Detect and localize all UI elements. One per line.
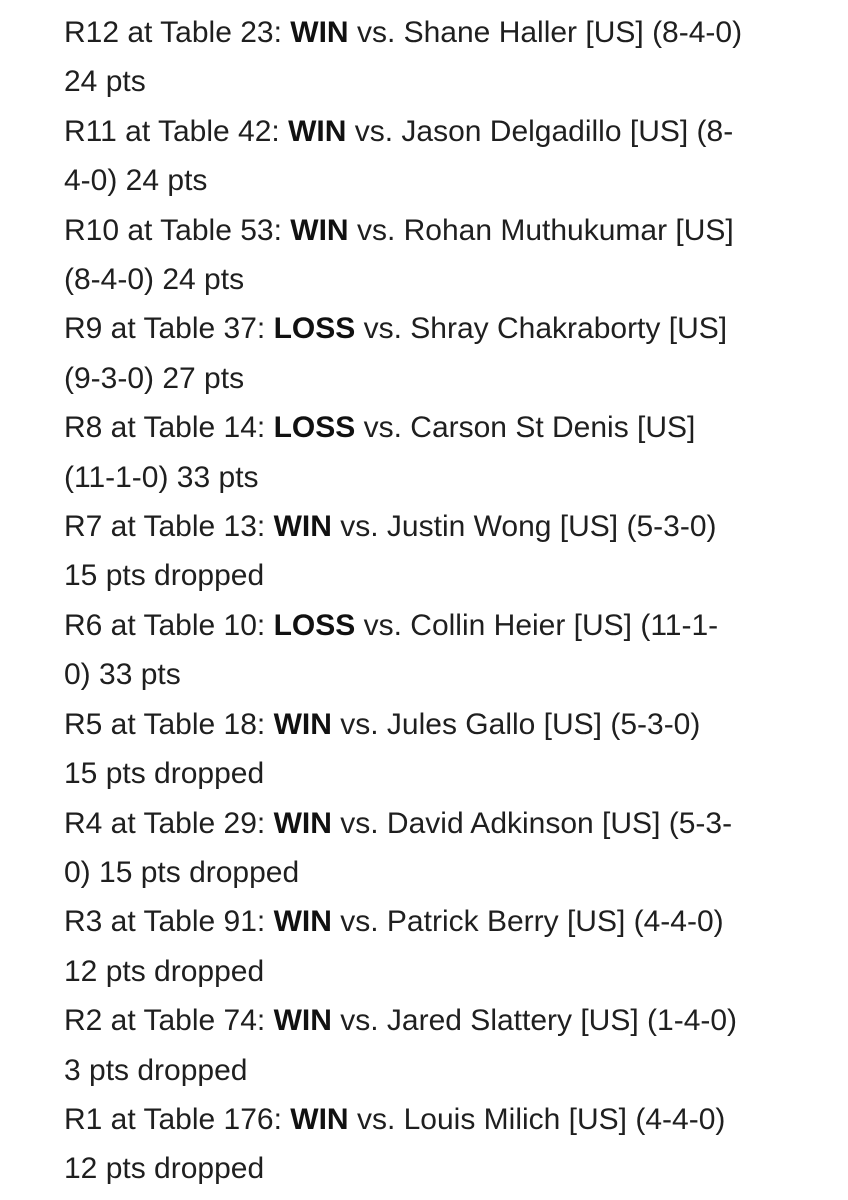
round-result: WIN <box>288 114 347 148</box>
round-entry <box>64 403 794 502</box>
round-result: WIN <box>273 1004 332 1038</box>
round-points: 12 pts dropped <box>64 1152 265 1186</box>
round-result: LOSS <box>273 608 356 642</box>
round-line-1 <box>64 206 794 255</box>
round-opponent: vs. Jason Delgadillo [US] (8- <box>346 114 734 148</box>
round-label: R4 at Table 29: <box>64 806 274 840</box>
round-entry <box>64 601 794 700</box>
round-line-1 <box>64 897 794 946</box>
round-points: 24 pts <box>64 65 146 99</box>
round-result: LOSS <box>273 411 356 445</box>
round-opponent: vs. Jared Slattery [US] (1-4-0) <box>331 1004 738 1038</box>
round-result: WIN <box>290 213 349 247</box>
round-label: R6 at Table 10: <box>64 608 274 642</box>
round-entry <box>64 304 794 403</box>
round-result: WIN <box>273 806 332 840</box>
round-opponent: vs. Carson St Denis [US] <box>355 411 696 445</box>
round-label: R8 at Table 14: <box>64 411 274 445</box>
round-opponent: vs. Shane Haller [US] (8-4-0) <box>348 16 743 49</box>
round-entry <box>64 8 794 107</box>
round-label: R2 at Table 74: <box>64 1004 274 1038</box>
round-line-1 <box>64 8 794 57</box>
round-result: WIN <box>273 707 332 741</box>
round-opponent: vs. Louis Milich [US] (4-4-0) <box>348 1102 726 1136</box>
round-points: (9-3-0) 27 pts <box>64 361 245 395</box>
round-points: 15 pts dropped <box>64 559 265 593</box>
round-opponent: vs. Shray Chakraborty [US] <box>355 312 728 346</box>
round-result: LOSS <box>273 312 356 346</box>
round-entry <box>64 799 794 898</box>
round-line-1 <box>64 403 794 452</box>
round-points: 3 pts dropped <box>64 1053 248 1087</box>
round-points: 15 pts dropped <box>64 757 265 791</box>
round-opponent: vs. Rohan Muthukumar [US] <box>348 213 734 247</box>
round-label: R1 at Table 176: <box>64 1102 291 1136</box>
round-label: R5 at Table 18: <box>64 707 274 741</box>
round-label: R10 at Table 53: <box>64 213 291 247</box>
round-entry <box>64 700 794 799</box>
round-label: R11 at Table 42: <box>64 114 289 148</box>
round-results-list <box>64 8 794 1194</box>
round-line-1 <box>64 601 794 650</box>
round-entry <box>64 897 794 996</box>
round-entry <box>64 206 794 305</box>
round-line-1 <box>64 799 794 848</box>
round-result: WIN <box>273 905 332 939</box>
round-entry <box>64 502 794 601</box>
round-points: (8-4-0) 24 pts <box>64 263 245 297</box>
round-points: 4-0) 24 pts <box>64 164 208 198</box>
round-line-1 <box>64 1095 794 1144</box>
round-result: WIN <box>290 1102 349 1136</box>
round-line-1 <box>64 700 794 749</box>
round-opponent: vs. David Adkinson [US] (5-3- <box>331 806 733 840</box>
round-opponent: vs. Patrick Berry [US] (4-4-0) <box>331 905 724 939</box>
round-label: R3 at Table 91: <box>64 905 274 939</box>
round-entry <box>64 1095 794 1194</box>
round-line-1 <box>64 996 794 1045</box>
round-label: R9 at Table 37: <box>64 312 274 346</box>
round-entry <box>64 996 794 1095</box>
round-entry <box>64 107 794 206</box>
round-opponent: vs. Collin Heier [US] (11-1- <box>355 608 719 642</box>
round-points: 0) 15 pts dropped <box>64 855 300 889</box>
round-label: R7 at Table 13: <box>64 510 274 544</box>
round-line-1 <box>64 502 794 551</box>
round-points: 12 pts dropped <box>64 954 265 988</box>
round-opponent: vs. Jules Gallo [US] (5-3-0) <box>331 707 701 741</box>
round-label: R12 at Table 23: <box>64 16 291 49</box>
round-result: WIN <box>290 16 349 49</box>
round-line-1 <box>64 107 794 156</box>
round-result: WIN <box>273 510 332 544</box>
round-points: (11-1-0) 33 pts <box>64 460 259 494</box>
round-opponent: vs. Justin Wong [US] (5-3-0) <box>331 510 717 544</box>
round-line-1 <box>64 304 794 353</box>
round-points: 0) 33 pts <box>64 658 181 692</box>
